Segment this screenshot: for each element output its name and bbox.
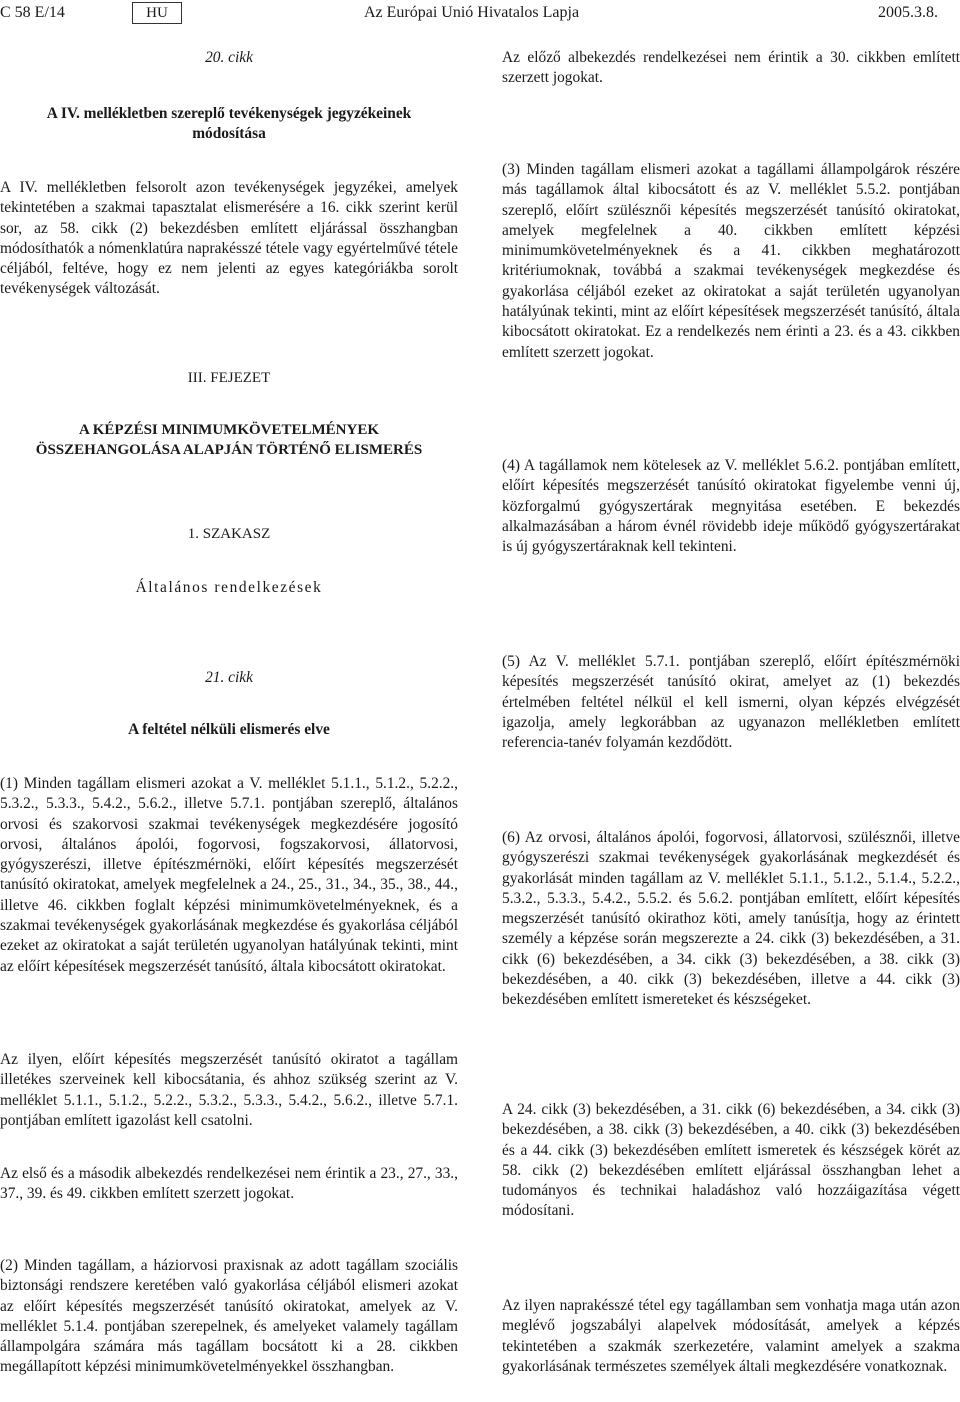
- paragraph-1-second: Az ilyen, előírt képesítés megszerzését tanúsító okiratot a tagállam illetékes szerveinek kell kibocsátania, és ahhoz szükség szerint az V. melléklet 5.1.1., 5.1.2., 5.2.2., 5.3.2., 5.3.3., 5.4.2., 5.6.2., illetve 5.7.1. pontjában említett igazolást kell csatolni.: [0, 1051, 458, 1129]
- chapter-title: A KÉPZÉSI MINIMUMKÖVETELMÉNYEK ÖSSZEHANGOLÁSA ALAPJÁN TÖRTÉNŐ ELISMERÉS: [35, 422, 423, 459]
- article-20-number: 20. cikk: [205, 49, 253, 66]
- paragraph-2: (2) Minden tagállam, a háziorvosi praxisnak az adott tagállam szociális biztonsági rendszere keretében való gyakorlása céljából elismeri azokat az előírt képesítés megszerzését tanúsító okiratokat, amelyek az V. melléklet 5.1.4. pontjában szerepelnek, és amelyeket valamely tagállam állampolgára számára más tagállam bocsátott ki a 28. cikkben megállapított képzési minimumkövetelményekkel összhangban.: [0, 1257, 458, 1376]
- section-title: Általános rendelkezések: [135, 579, 323, 596]
- paragraph-3: (3) Minden tagállam elismeri azokat a tagállami állampolgárok részére más tagállamok által kibocsátott és az V. melléklet 5.5.2. pontjában szereplő, előírt szülésznői képesítés megszerzését tanúsító okiratokat, amelyek megfelelnek a 40. cikkben említett képzési minimumkövetelményeknek és a 41. cikkben meghatározott kritériumoknak, továbbá a szakmai tevékenységek megkezdése és gyakorlása céljából ezeket az okiratokat a saját területén ugyanolyan hatályúnak tekinti, mint az előírt képesítések megszerzését tanúsító, általa kibocsátott okiratokat. Ez a rendelkezés nem érinti a 23. és a 43. cikkben említett szerzett jogokat.: [502, 161, 960, 361]
- paragraph-5: (5) Az V. melléklet 5.7.1. pontjában szereplő, előírt építészmérnöki képesítés megszerzését tanúsító okirat, amelyet az (1) bekezdés értelmében feltétel nélkül el kell ismerni, olyan képzés elvégzését igazolja, amely legkorábban az ugyanazon mellékletben említett referencia-tanév folyamán kezdődött.: [502, 653, 960, 752]
- paragraph-2-second: Az előző albekezdés rendelkezései nem érintik a 30. cikkben említett szerzett jogokat.: [502, 49, 960, 87]
- chapter-number: III. FEJEZET: [187, 370, 271, 386]
- paragraph-6-second: A 24. cikk (3) bekezdésében, a 31. cikk (6) bekezdésében, a 34. cikk (3) bekezdésében, a 38. cikk (3) bekezdésében, a 40. cikk (3) bekezdésében és a 44. cikk (3) bekezdésében említett ismeretek és készségek körét az 58. cikk (2) bekezdésében említett eljárással összhangban lehet a tudományos és technikai haladáshoz való hozzáigazítása végett módosítani.: [502, 1101, 960, 1220]
- article-20-text: A IV. mellékletben felsorolt azon tevékenységek jegyzékei, amelyek tekintetében a szakmai tapasztalat elismerésére a 16. cikk szerint kerül sor, az 58. cikk (2) bekezdésben említett eljárással összhangban módosíthatók a nómenklatúra naprakésszé tétele vagy egyértelművé tétele céljából, feltéve, hogy ez nem jelenti az egyes kategóriákba sorolt tevékenységek változását.: [0, 179, 458, 298]
- journal-title: Az Európai Unió Hivatalos Lapja: [364, 4, 580, 21]
- paragraph-1-third: Az első és a második albekezdés rendelkezései nem érintik a 23., 27., 33., 37., 39. és 49. cikkben említett szerzett jogokat.: [0, 1165, 458, 1203]
- paragraph-6: (6) Az orvosi, általános ápolói, fogorvosi, állatorvosi, szülésznői, illetve gyógyszerészi szakmai tevékenységek gyakorlásának megkezdését és gyakorlását minden tagállam az V. melléklet 5.1.1., 5.1.2., 5.1.4., 5.2.2., 5.3.2., 5.3.3., 5.4.2., 5.5.2. és 5.6.2. pontjában említett, előírt képesítés megszerzését tanúsító okirathoz köti, amely tanúsítja, hogy az érintett személy a képzése során megszerezte a 24. cikk (3) bekezdésében, a 31. cikk (6) bekezdésében, a 34. cikk (3) bekezdésében, a 38. cikk (3) bekezdésében, a 40. cikk (3) bekezdésében, illetve a 44. cikk (3) bekezdésében említett ismereteket és készségeket.: [502, 829, 960, 1009]
- article-20-title: A IV. mellékletben szereplő tevékenységek jegyzékeinek módosítása: [46, 105, 412, 143]
- language-badge: HU: [132, 2, 182, 24]
- page-reference: C 58 E/14: [0, 4, 65, 21]
- publication-date: 2005.3.8.: [878, 4, 938, 21]
- paragraph-1: (1) Minden tagállam elismeri azokat a V. melléklet 5.1.1., 5.1.2., 5.2.2., 5.3.2., 5.3.3., 5.4.2., 5.6.2., illetve 5.7.1. pontjában szereplő, általános orvosi és szakorvosi szakmai tevékenységek megkezdésére jogosító orvosi, általános ápolói, fogorvosi, fogszakorvosi, állatorvosi, gyógyszerészi, illetve építészmérnöki, előírt képesítés megszerzését tanúsító okiratokat, amelyek megfelelnek a 24., 25., 31., 34., 35., 38., 44., illetve 46. cikkben foglalt képzési minimumkövetelményeknek, és a szakmai tevékenységek gyakorlásának megkezdése és gyakorlása céljából ezeket az okiratokat a saját területén ugyanolyan hatályúnak tekinti, mint az előírt képesítések megszerzését tanúsító, általa kibocsátott okiratokat.: [0, 775, 458, 975]
- paragraph-4: (4) A tagállamok nem kötelesek az V. melléklet 5.6.2. pontjában említett, előírt képesítés megszerzését tanúsító okiratokat figyelembe venni új, közforgalmú gyógyszertárak megnyitása esetében. E bekezdés alkalmazásában a három évnél rövidebb ideje működő gyógyszertárakat is új gyógyszertáraknak kell tekinteni.: [502, 457, 960, 556]
- section-number: 1. SZAKASZ: [187, 526, 271, 542]
- article-21-title: A feltétel nélküli elismerés elve: [128, 721, 330, 738]
- article-21-number: 21. cikk: [205, 669, 253, 686]
- page-header: [0, 0, 960, 32]
- paragraph-6-third: Az ilyen naprakésszé tétel egy tagállamban sem vonhatja maga után azon meglévő jogszabályi alapelvek módosítását, amelyek a képzés tekintetében a szakmák szerkezetére, valamint amelyek a szakma gyakorlásának természetes személyek általi megkezdésére vonatkoznak.: [502, 1297, 960, 1375]
